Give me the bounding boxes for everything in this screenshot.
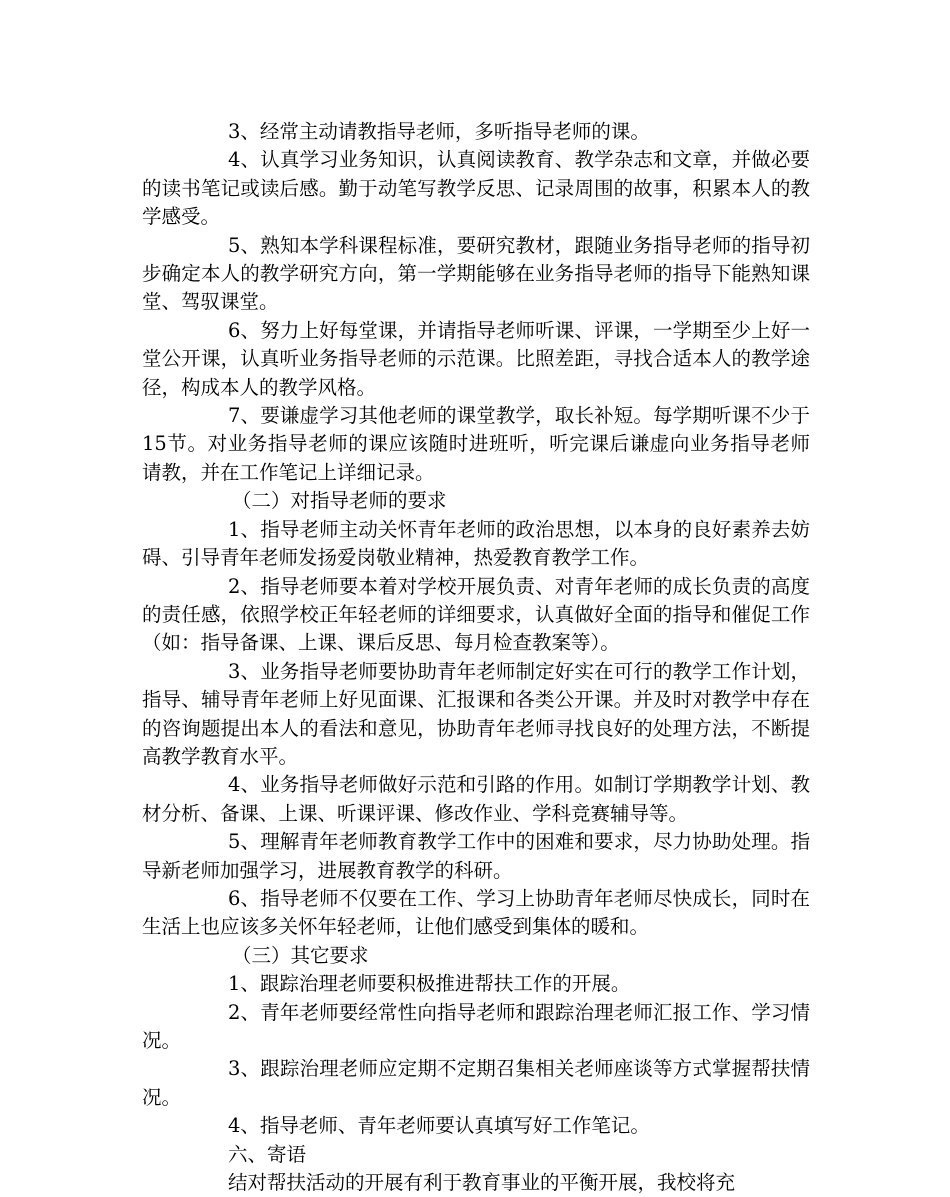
paragraph-other-4: 4、指导老师、青年老师要认真填写好工作笔记。: [228, 1114, 650, 1138]
paragraph-mentor-4: 4、业务指导老师做好示范和引路的作用。如制订学期教学计划、教材分析、备课、上课、听课评课、修改作业、学科竞赛辅导等。: [142, 773, 810, 825]
paragraph-other-2: 2、青年老师要经常性向指导老师和跟踪治理老师汇报工作、学习情况。: [142, 1000, 810, 1052]
paragraph-mentor-3: 3、业务指导老师要协助青年老师制定好实在可行的教学工作计划，指导、辅导青年老师上好见面课、汇报课和各类公开课。并及时对教学中存在的咨询题提出本人的看法和意见，协助青年老师寻找良好的处理方法，不断提高教学教育水平。: [142, 659, 810, 768]
paragraph-mentor-6: 6、指导老师不仅要在工作、学习上协助青年老师尽快成长，同时在生活上也应该多关怀年轻老师，让他们感受到集体的暖和。: [142, 886, 810, 939]
paragraph-closing: 结对帮扶活动的开展有利于教育事业的平衡开展，我校将充: [228, 1171, 736, 1195]
paragraph-other-3: 3、跟踪治理老师应定期不定期召集相关老师座谈等方式掌握帮扶情况。: [142, 1057, 810, 1109]
paragraph-item-6: 6、努力上好每堂课，并请指导老师听课、评课，一学期至少上好一堂公开课，认真听业务指导老师的示范课。比照差距，寻找合适本人的教学途径，构成本人的教学风格。: [142, 318, 810, 399]
paragraph-mentor-2: 2、指导老师要本着对学校开展负责、对青年老师的成长负责的高度的责任感，依照学校正年轻老师的详细要求，认真做好全面的指导和催促工作（如：指导备课、上课、课后反思、每月检查教案等）。: [142, 574, 810, 655]
section-heading-other-requirements: （三）其它要求: [232, 943, 369, 967]
paragraph-item-7: 7、要谦虚学习其他老师的课堂教学，取长补短。每学期听课不少于15节。对业务指导老师的课应该随时进班听，听完课后谦虚向业务指导老师请教，并在工作笔记上详细记录。: [142, 404, 810, 484]
paragraph-mentor-1: 1、指导老师主动关怀青年老师的政治思想，以本身的良好素养去妨碍、引导青年老师发扬爱岗敬业精神，热爱教育教学工作。: [142, 517, 810, 570]
paragraph-item-5: 5、熟知本学科课程标准，要研究教材，跟随业务指导老师的指导初步确定本人的教学研究方向，第一学期能够在业务指导老师的指导下能熟知课堂、驾驭课堂。: [142, 233, 810, 314]
paragraph-mentor-5: 5、理解青年老师教育教学工作中的困难和要求，尽力协助处理。指导新老师加强学习，进展教育教学的科研。: [142, 830, 810, 882]
paragraph-item-4: 4、认真学习业务知识，认真阅读教育、教学杂志和文章，并做必要的读书笔记或读后感。勤于动笔写教学反思、记录周围的故事，积累本人的教学感受。: [142, 148, 810, 229]
document-page: [142, 118, 810, 1197]
paragraph-other-1: 1、跟踪治理老师要积极推进帮扶工作的开展。: [228, 972, 631, 996]
section-heading-closing-words: 六、寄语: [228, 1142, 307, 1166]
section-heading-mentor-requirements: （二）对指导老师的要求: [232, 489, 447, 513]
paragraph-item-3: 3、经常主动请教指导老师，多听指导老师的课。: [228, 120, 650, 143]
